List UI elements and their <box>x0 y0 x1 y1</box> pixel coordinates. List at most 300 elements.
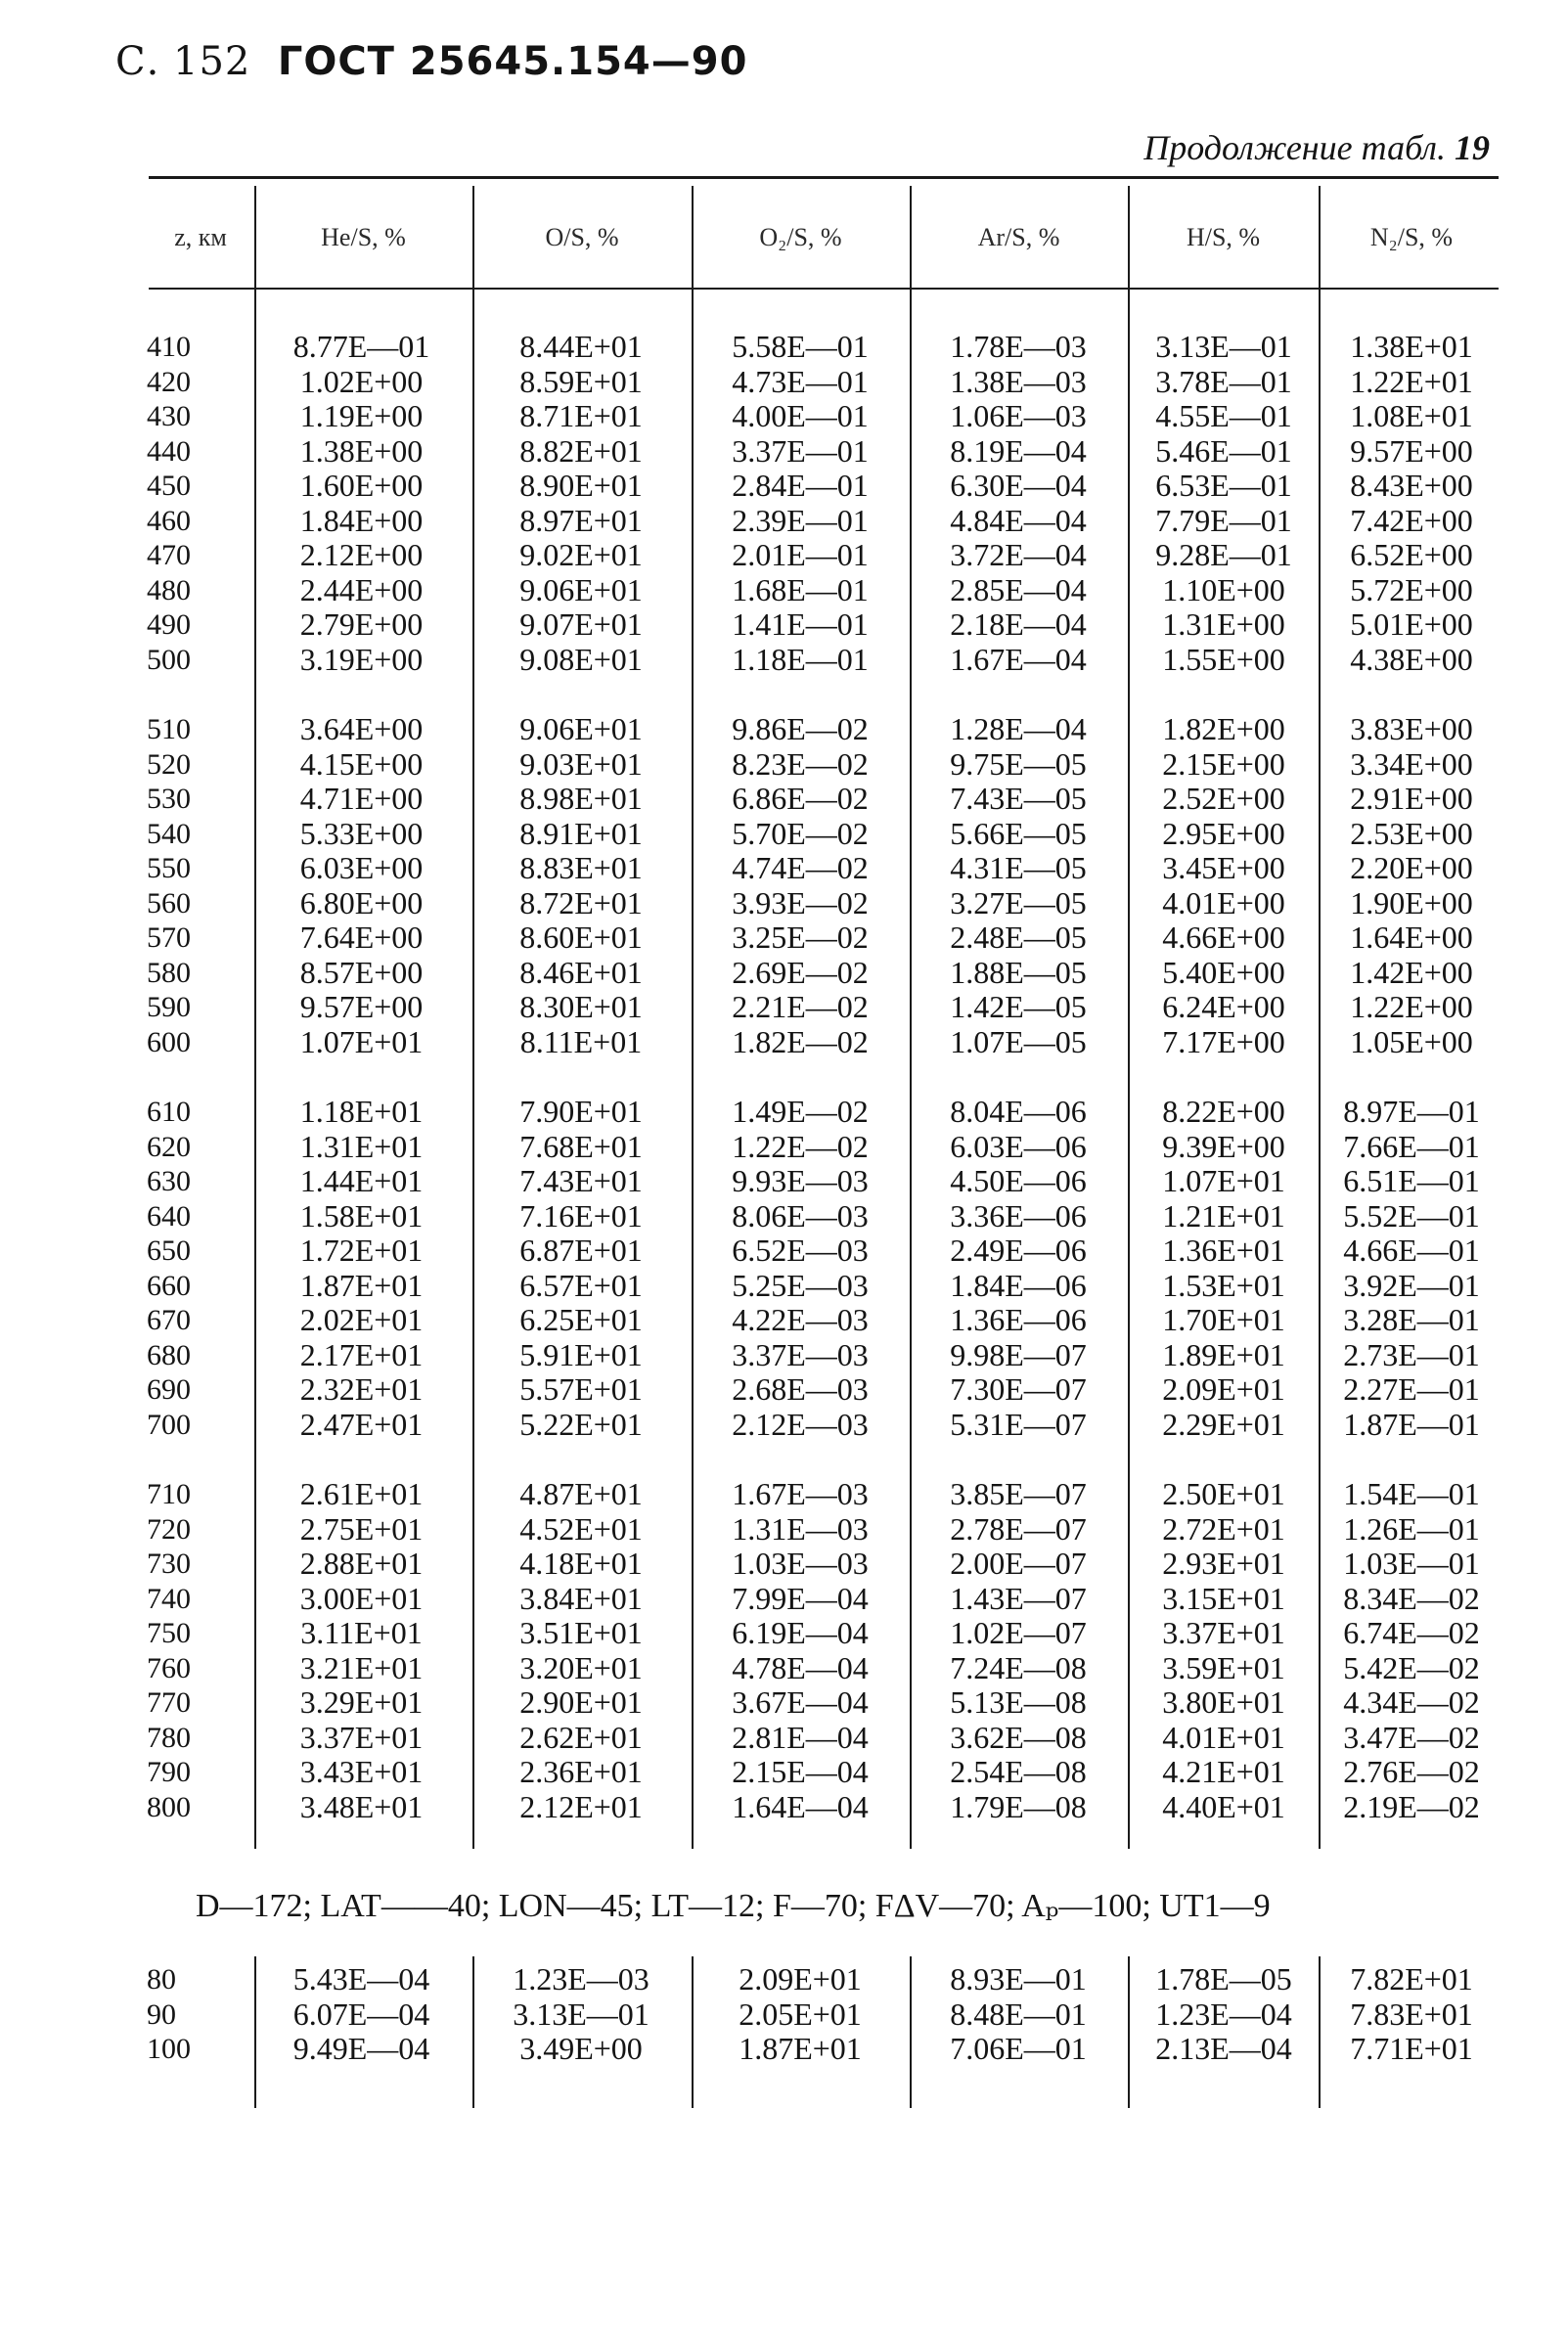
value-cell: 4.52E+01 <box>519 1510 643 1547</box>
header-bottom-rule <box>149 288 1499 290</box>
altitude-cell: 780 <box>147 1721 191 1754</box>
column-header-z: z, км <box>174 223 227 251</box>
value-cell: 6.53E—01 <box>1155 468 1292 503</box>
group-spacer <box>912 677 1125 712</box>
value-cell: 9.03E+01 <box>519 745 643 782</box>
value-cell: 2.39E—01 <box>732 502 869 538</box>
value-cell: 8.82E+01 <box>519 432 643 469</box>
value-cell: 6.80E+00 <box>299 884 424 920</box>
value-cell: 2.62E+01 <box>519 1719 643 1755</box>
value-cell: 2.61E+01 <box>299 1476 424 1511</box>
value-cell: 5.40E+00 <box>1162 954 1285 990</box>
value-cell: 1.72E+01 <box>299 1233 424 1268</box>
value-cell: 3.25E—02 <box>732 920 869 955</box>
z-column <box>147 330 215 1824</box>
value-cell: 1.64E—04 <box>732 1788 869 1824</box>
value-cell: 2.76E—02 <box>1343 1754 1480 1789</box>
altitude-cell: 440 <box>147 434 191 468</box>
value-cell: 9.28E—01 <box>1155 537 1292 572</box>
altitude-cell: 430 <box>147 400 191 432</box>
value-cell: 3.62E—08 <box>950 1719 1087 1755</box>
value-cell: 9.75E—05 <box>950 745 1087 782</box>
value-cell: 1.78E—05 <box>1155 1961 1292 1997</box>
value-cell: 7.16E+01 <box>519 1197 643 1234</box>
value-cell: 1.87E—01 <box>1343 1406 1480 1442</box>
value-cell: 2.48E—05 <box>950 920 1087 955</box>
value-cell: 3.21E+01 <box>299 1649 424 1685</box>
altitude-cell: 530 <box>147 783 191 815</box>
altitude-cell: 540 <box>147 817 191 850</box>
value-cell: 6.03E—06 <box>950 1128 1087 1164</box>
value-cell: 5.52E—01 <box>1343 1197 1480 1234</box>
value-cell: 1.42E—05 <box>950 989 1087 1024</box>
column-header-he: He/S, % <box>321 223 406 251</box>
value-cell: 2.47E+01 <box>299 1406 424 1442</box>
value-cell: 2.44E+00 <box>299 571 424 607</box>
value-cell: 7.71E+01 <box>1350 2031 1473 2066</box>
value-cell: 2.52E+00 <box>1162 781 1285 816</box>
value-cell: 8.22E+00 <box>1162 1094 1285 1129</box>
altitude-cell: 700 <box>147 1408 191 1441</box>
column-header-o: O/S, % <box>545 223 619 251</box>
value-cell: 5.42E—02 <box>1343 1649 1480 1685</box>
altitude-cell: 600 <box>147 1025 191 1058</box>
value-cell: 8.97E+01 <box>519 502 643 538</box>
value-cell: 9.98E—07 <box>950 1336 1087 1372</box>
value-cell: 1.02E—07 <box>950 1615 1087 1650</box>
standard-code: ГОСТ 25645.154—90 <box>277 39 748 84</box>
value-cell: 1.21E+01 <box>1162 1197 1285 1234</box>
value-cell: 2.75E+01 <box>299 1510 424 1547</box>
value-cell: 2.21E—02 <box>732 989 869 1024</box>
value-cell: 1.38E+01 <box>1350 329 1473 364</box>
value-cell: 2.09E+01 <box>1162 1371 1285 1407</box>
value-cell: 1.22E+01 <box>1350 363 1473 399</box>
value-cell: 8.83E+01 <box>519 850 643 885</box>
value-cell: 1.82E—02 <box>732 1023 869 1059</box>
value-cell: 1.38E+00 <box>299 432 424 469</box>
altitude-cell: 590 <box>147 991 191 1023</box>
value-cell: 2.49E—06 <box>950 1233 1087 1268</box>
value-cell: 8.06E—03 <box>732 1197 869 1234</box>
value-cell: 3.80E+01 <box>1162 1684 1285 1720</box>
altitude-cell: 410 <box>147 331 191 363</box>
value-cell: 1.79E—08 <box>950 1788 1087 1824</box>
altitude-cell: 570 <box>147 921 191 954</box>
ar-column <box>912 1962 1125 2067</box>
value-cell: 9.39E+00 <box>1162 1128 1285 1164</box>
value-cell: 1.55E+00 <box>1162 641 1285 677</box>
value-cell: 2.93E+01 <box>1162 1546 1285 1581</box>
group-spacer <box>474 677 688 712</box>
value-cell: 6.52E+00 <box>1350 537 1473 572</box>
value-cell: 1.03E—01 <box>1343 1546 1480 1581</box>
value-cell: 2.69E—02 <box>732 954 869 990</box>
value-cell: 5.01E+00 <box>1350 606 1473 642</box>
group-spacer <box>147 1059 215 1095</box>
value-cell: 7.66E—01 <box>1343 1128 1480 1164</box>
value-cell: 3.28E—01 <box>1343 1302 1480 1337</box>
value-cell: 8.71E+01 <box>519 398 643 433</box>
value-cell: 1.87E+01 <box>739 2031 862 2066</box>
value-cell: 3.37E—01 <box>732 432 869 469</box>
group-spacer <box>912 1059 1125 1095</box>
table-continuation-label <box>1143 127 1490 168</box>
value-cell: 2.78E—07 <box>950 1510 1087 1547</box>
value-cell: 8.91E+01 <box>519 815 643 851</box>
value-cell: 5.43E—04 <box>292 1961 430 1997</box>
altitude-cell: 680 <box>147 1338 191 1371</box>
value-cell: 2.50E+01 <box>1162 1476 1285 1511</box>
value-cell: 1.07E+01 <box>1162 1163 1285 1198</box>
value-cell: 6.51E—01 <box>1343 1163 1480 1198</box>
value-cell: 2.05E+01 <box>739 1996 862 2032</box>
value-cell: 6.52E—03 <box>732 1233 869 1268</box>
value-cell: 7.79E—01 <box>1155 502 1292 538</box>
value-cell: 1.23E—04 <box>1155 1996 1292 2032</box>
value-cell: 8.04E—06 <box>950 1094 1087 1129</box>
value-cell: 3.13E—01 <box>513 1996 650 2032</box>
altitude-cell: 510 <box>147 713 191 745</box>
value-cell: 4.55E—01 <box>1155 398 1292 433</box>
value-cell: 6.86E—02 <box>732 781 869 816</box>
value-cell: 3.29E+01 <box>299 1684 424 1720</box>
value-cell: 2.84E—01 <box>732 468 869 503</box>
value-cell: 1.36E+01 <box>1162 1233 1285 1268</box>
value-cell: 3.67E—04 <box>732 1684 869 1720</box>
value-cell: 9.06E+01 <box>519 571 643 607</box>
value-cell: 2.91E+00 <box>1350 781 1473 816</box>
altitude-cell: 80 <box>147 1963 176 1996</box>
value-cell: 8.98E+01 <box>519 781 643 816</box>
value-cell: 9.57E+00 <box>299 989 424 1024</box>
value-cell: 1.19E+00 <box>299 398 424 433</box>
value-cell: 8.59E+01 <box>519 363 643 399</box>
value-cell: 7.90E+01 <box>519 1094 643 1129</box>
value-cell: 1.89E+01 <box>1162 1336 1285 1372</box>
value-cell: 9.08E+01 <box>519 641 643 677</box>
altitude-cell: 470 <box>147 539 191 571</box>
value-cell: 8.97E—01 <box>1343 1094 1480 1129</box>
h-column <box>1130 1962 1318 2067</box>
value-cell: 1.54E—01 <box>1343 1476 1480 1511</box>
value-cell: 1.18E+01 <box>299 1094 424 1129</box>
value-cell: 1.70E+01 <box>1162 1302 1285 1337</box>
value-cell: 4.84E—04 <box>950 502 1087 538</box>
value-cell: 8.34E—02 <box>1343 1580 1480 1616</box>
value-cell: 1.23E—03 <box>513 1961 650 1997</box>
value-cell: 2.13E—04 <box>1155 2031 1292 2066</box>
value-cell: 4.18E+01 <box>519 1546 643 1581</box>
value-cell: 2.15E+00 <box>1162 745 1285 782</box>
value-cell: 2.18E—04 <box>950 606 1087 642</box>
group-spacer <box>256 1059 467 1095</box>
value-cell: 3.92E—01 <box>1343 1267 1480 1303</box>
value-cell: 6.07E—04 <box>292 1996 430 2032</box>
value-cell: 9.86E—02 <box>732 711 869 746</box>
altitude-cell: 100 <box>147 2033 191 2065</box>
value-cell: 8.11E+01 <box>519 1023 643 1059</box>
value-cell: 9.49E—04 <box>292 2031 430 2066</box>
value-cell: 9.07E+01 <box>519 606 643 642</box>
value-cell: 3.15E+01 <box>1162 1580 1285 1616</box>
altitude-cell: 660 <box>147 1269 191 1302</box>
value-cell: 1.05E+00 <box>1350 1023 1473 1059</box>
table-top-rule <box>149 176 1499 179</box>
value-cell: 4.73E—01 <box>732 363 869 399</box>
value-cell: 3.78E—01 <box>1155 363 1292 399</box>
value-cell: 1.60E+00 <box>299 468 424 503</box>
value-cell: 1.28E—04 <box>950 711 1087 746</box>
value-cell: 1.07E+01 <box>299 1023 424 1059</box>
value-cell: 2.95E+00 <box>1162 815 1285 851</box>
group-spacer <box>474 1059 688 1095</box>
altitude-cell: 480 <box>147 573 191 606</box>
group-spacer <box>694 1059 907 1095</box>
value-cell: 9.06E+01 <box>519 711 643 746</box>
value-cell: 3.36E—06 <box>950 1197 1087 1234</box>
value-cell: 1.31E+00 <box>1162 606 1285 642</box>
value-cell: 3.83E+00 <box>1350 711 1473 746</box>
value-cell: 1.02E+00 <box>299 363 424 399</box>
he-column <box>256 330 467 1824</box>
value-cell: 1.90E+00 <box>1350 884 1473 920</box>
value-cell: 7.82E+01 <box>1350 1961 1473 1997</box>
altitude-cell: 800 <box>147 1790 191 1823</box>
altitude-cell: 770 <box>147 1686 191 1719</box>
value-cell: 2.02E+01 <box>299 1302 424 1337</box>
value-cell: 8.72E+01 <box>519 884 643 920</box>
value-cell: 3.84E+01 <box>519 1580 643 1616</box>
value-cell: 4.50E—06 <box>950 1163 1087 1198</box>
value-cell: 1.68E—01 <box>732 571 869 607</box>
value-cell: 2.32E+01 <box>299 1371 424 1407</box>
value-cell: 1.31E+01 <box>299 1128 424 1164</box>
value-cell: 2.27E—01 <box>1343 1371 1480 1407</box>
value-cell: 6.24E+00 <box>1162 989 1285 1024</box>
o2-column <box>694 330 907 1824</box>
value-cell: 8.60E+01 <box>519 920 643 955</box>
value-cell: 2.72E+01 <box>1162 1510 1285 1547</box>
value-cell: 1.18E—01 <box>732 641 869 677</box>
page-number: С. 152 <box>115 39 251 84</box>
ar-column <box>912 330 1125 1824</box>
value-cell: 8.93E—01 <box>950 1961 1087 1997</box>
value-cell: 1.22E+00 <box>1350 989 1473 1024</box>
value-cell: 7.43E—05 <box>950 781 1087 816</box>
value-cell: 2.15E—04 <box>732 1754 869 1789</box>
value-cell: 6.87E+01 <box>519 1233 643 1268</box>
altitude-cell: 620 <box>147 1130 191 1163</box>
value-cell: 8.57E+00 <box>299 954 424 990</box>
altitude-cell: 710 <box>147 1478 191 1510</box>
continuation-text: Продолжение табл. <box>1143 128 1446 167</box>
value-cell: 1.64E+00 <box>1350 920 1473 955</box>
altitude-cell: 520 <box>147 747 191 781</box>
value-cell: 1.03E—03 <box>732 1546 869 1581</box>
value-cell: 2.12E+00 <box>299 537 424 572</box>
value-cell: 6.19E—04 <box>732 1615 869 1650</box>
value-cell: 8.43E+00 <box>1350 468 1473 503</box>
value-cell: 3.20E+01 <box>519 1649 643 1685</box>
altitude-cell: 650 <box>147 1234 191 1267</box>
group-spacer <box>694 677 907 712</box>
column-header-n2: N₂/S, % <box>1369 223 1454 251</box>
value-cell: 5.72E+00 <box>1350 571 1473 607</box>
value-cell: 1.67E—03 <box>732 1476 869 1511</box>
value-cell: 2.79E+00 <box>299 606 424 642</box>
value-cell: 2.81E—04 <box>732 1719 869 1755</box>
value-cell: 4.66E+00 <box>1162 920 1285 955</box>
value-cell: 4.71E+00 <box>299 781 424 816</box>
value-cell: 3.85E—07 <box>950 1476 1087 1511</box>
value-cell: 1.53E+01 <box>1162 1267 1285 1303</box>
value-cell: 9.93E—03 <box>732 1163 869 1198</box>
he-column <box>256 1962 467 2067</box>
value-cell: 5.25E—03 <box>732 1267 869 1303</box>
altitude-cell: 720 <box>147 1512 191 1546</box>
column-header-h: H/S, % <box>1186 223 1261 251</box>
value-cell: 2.00E—07 <box>950 1546 1087 1581</box>
o-column <box>474 330 688 1824</box>
value-cell: 1.38E—03 <box>950 363 1087 399</box>
value-cell: 5.31E—07 <box>950 1406 1087 1442</box>
altitude-cell: 420 <box>147 365 191 398</box>
value-cell: 7.24E—08 <box>950 1649 1087 1685</box>
value-cell: 3.64E+00 <box>299 711 424 746</box>
group-spacer <box>256 1442 467 1477</box>
value-cell: 1.10E+00 <box>1162 571 1285 607</box>
value-cell: 8.44E+01 <box>519 329 643 364</box>
value-cell: 5.70E—02 <box>732 815 869 851</box>
value-cell: 3.48E+01 <box>299 1788 424 1824</box>
value-cell: 4.74E—02 <box>732 850 869 885</box>
value-cell: 1.31E—03 <box>732 1510 869 1547</box>
value-cell: 4.66E—01 <box>1343 1233 1480 1268</box>
value-cell: 7.43E+01 <box>519 1163 643 1198</box>
value-cell: 1.22E—02 <box>732 1128 869 1164</box>
value-cell: 5.66E—05 <box>950 815 1087 851</box>
o-column <box>474 1962 688 2067</box>
value-cell: 3.47E—02 <box>1343 1719 1480 1755</box>
page-header <box>115 39 747 84</box>
group-spacer <box>694 1442 907 1477</box>
group-spacer <box>912 1442 1125 1477</box>
value-cell: 3.49E+00 <box>519 2031 643 2066</box>
value-cell: 1.84E+00 <box>299 502 424 538</box>
value-cell: 4.15E+00 <box>299 745 424 782</box>
value-cell: 2.20E+00 <box>1350 850 1473 885</box>
value-cell: 5.46E—01 <box>1155 432 1292 469</box>
value-cell: 3.59E+01 <box>1162 1649 1285 1685</box>
value-cell: 2.17E+01 <box>299 1336 424 1372</box>
column-header-ar: Ar/S, % <box>977 223 1060 251</box>
value-cell: 6.03E+00 <box>299 850 424 885</box>
value-cell: 7.17E+00 <box>1162 1023 1285 1059</box>
altitude-cell: 560 <box>147 886 191 920</box>
value-cell: 7.30E—07 <box>950 1371 1087 1407</box>
value-cell: 6.57E+01 <box>519 1267 643 1303</box>
parameters-line: D—172; LAT——40; LON—45; LT—12; F—70; FΔV—70; Aₚ—100; UT1—9 <box>196 1888 1271 1924</box>
value-cell: 2.09E+01 <box>739 1961 862 1997</box>
value-cell: 6.74E—02 <box>1343 1615 1480 1650</box>
group-spacer <box>1130 1442 1318 1477</box>
value-cell: 2.12E+01 <box>519 1788 643 1824</box>
group-spacer <box>1321 1059 1502 1095</box>
value-cell: 2.88E+01 <box>299 1546 424 1581</box>
value-cell: 7.64E+00 <box>299 920 424 955</box>
value-cell: 2.12E—03 <box>732 1406 869 1442</box>
value-cell: 1.41E—01 <box>732 606 869 642</box>
value-cell: 6.30E—04 <box>950 468 1087 503</box>
group-spacer <box>1130 677 1318 712</box>
value-cell: 1.58E+01 <box>299 1197 424 1234</box>
value-cell: 1.07E—05 <box>950 1023 1087 1059</box>
altitude-cell: 730 <box>147 1548 191 1580</box>
value-cell: 1.78E—03 <box>950 329 1087 364</box>
value-cell: 1.36E—06 <box>950 1302 1087 1337</box>
value-cell: 3.72E—04 <box>950 537 1087 572</box>
group-spacer <box>1321 677 1502 712</box>
value-cell: 8.90E+01 <box>519 468 643 503</box>
value-cell: 4.22E—03 <box>732 1302 869 1337</box>
value-cell: 3.19E+00 <box>299 641 424 677</box>
value-cell: 8.48E—01 <box>950 1996 1087 2032</box>
n2-column <box>1321 330 1502 1824</box>
value-cell: 8.30E+01 <box>519 989 643 1024</box>
value-cell: 3.34E+00 <box>1350 745 1473 782</box>
value-cell: 5.22E+01 <box>519 1406 643 1442</box>
value-cell: 1.87E+01 <box>299 1267 424 1303</box>
value-cell: 3.37E—03 <box>732 1336 869 1372</box>
value-cell: 4.00E—01 <box>732 398 869 433</box>
value-cell: 1.44E+01 <box>299 1163 424 1198</box>
value-cell: 3.51E+01 <box>519 1615 643 1650</box>
altitude-cell: 460 <box>147 504 191 537</box>
value-cell: 7.99E—04 <box>732 1580 869 1616</box>
value-cell: 3.27E—05 <box>950 884 1087 920</box>
value-cell: 3.45E+00 <box>1162 850 1285 885</box>
group-spacer <box>147 677 215 712</box>
value-cell: 3.00E+01 <box>299 1580 424 1616</box>
value-cell: 1.88E—05 <box>950 954 1087 990</box>
value-cell: 1.08E+01 <box>1350 398 1473 433</box>
value-cell: 1.49E—02 <box>732 1094 869 1129</box>
altitude-cell: 550 <box>147 852 191 884</box>
value-cell: 1.43E—07 <box>950 1580 1087 1616</box>
value-cell: 9.02E+01 <box>519 537 643 572</box>
altitude-cell: 760 <box>147 1651 191 1684</box>
value-cell: 4.01E+01 <box>1162 1719 1285 1755</box>
altitude-cell: 490 <box>147 608 191 641</box>
value-cell: 4.34E—02 <box>1343 1684 1480 1720</box>
value-cell: 3.13E—01 <box>1155 329 1292 364</box>
value-cell: 2.53E+00 <box>1350 815 1473 851</box>
value-cell: 2.36E+01 <box>519 1754 643 1789</box>
value-cell: 1.82E+00 <box>1162 711 1285 746</box>
value-cell: 1.84E—06 <box>950 1267 1087 1303</box>
value-cell: 2.85E—04 <box>950 571 1087 607</box>
n2-column <box>1321 1962 1502 2067</box>
altitude-cell: 500 <box>147 643 191 676</box>
value-cell: 5.58E—01 <box>732 329 869 364</box>
altitude-cell: 690 <box>147 1373 191 1406</box>
altitude-cell: 790 <box>147 1756 191 1788</box>
altitude-cell: 750 <box>147 1617 191 1649</box>
z-column <box>147 1962 215 2067</box>
value-cell: 3.37E+01 <box>299 1719 424 1755</box>
value-cell: 2.29E+01 <box>1162 1406 1285 1442</box>
